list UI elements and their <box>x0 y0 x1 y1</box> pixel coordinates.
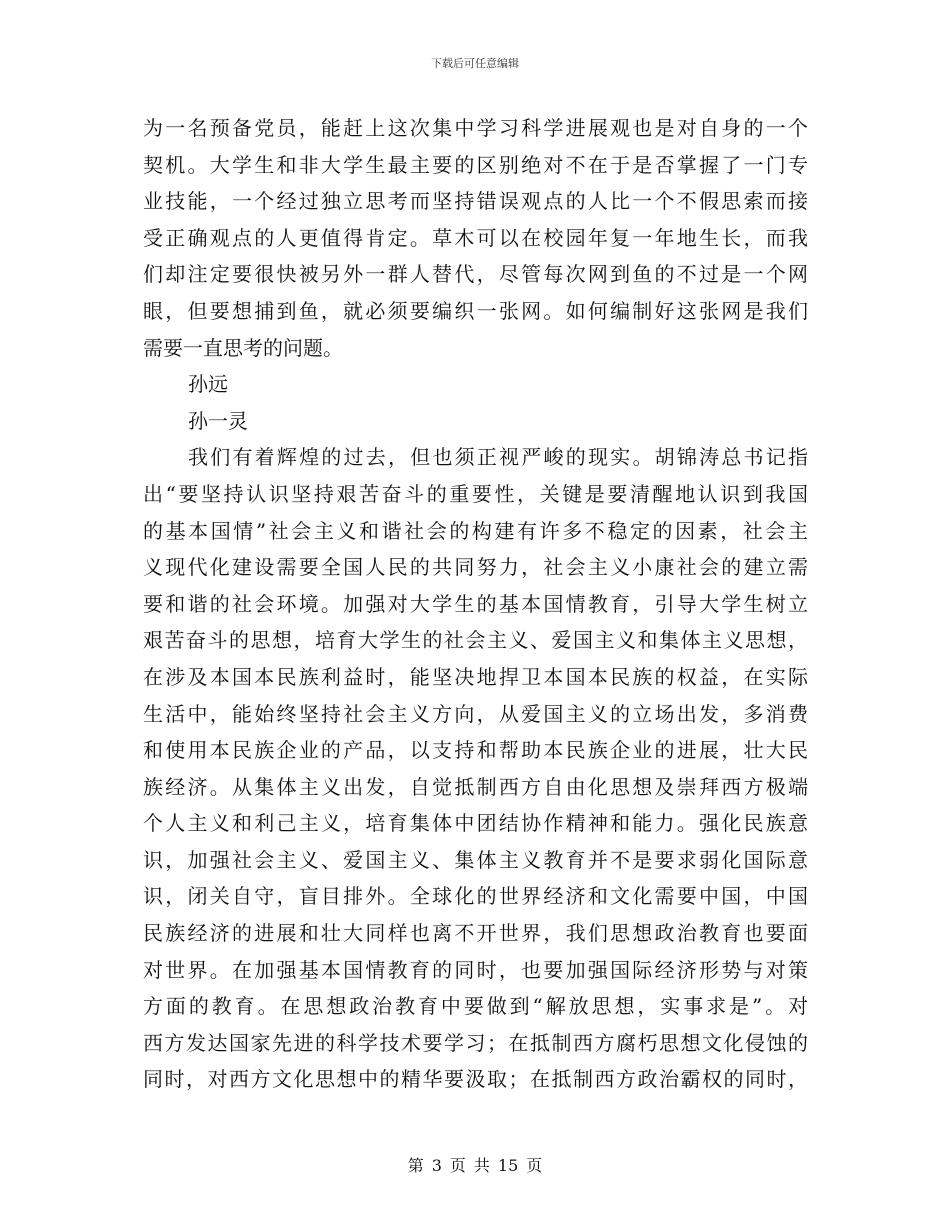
footer-total-label: 共 <box>473 1156 490 1175</box>
body-line: 识，加强社会主义、爱国主义、集体主义教育并不是要求弱化国际意 <box>143 847 808 872</box>
body-line: 识，闭关自守，盲目排外。全球化的世界经济和文化需要中国，中国 <box>143 884 808 909</box>
body-line: 同时，对西方文化思想中的精华要汲取；在抵制西方政治霸权的同时， <box>143 1067 808 1092</box>
footer-page-label: 页 <box>449 1156 466 1175</box>
body-line: 们却注定要很快被另外一群人替代，尽管每次网到鱼的不过是一个网 <box>143 262 808 287</box>
body-line: 方面的教育。在思想政治教育中要做到“解放思想，实事求是”。对 <box>143 994 808 1019</box>
body-line: 和使用本民族企业的产品，以支持和帮助本民族企业的进展，壮大民 <box>143 738 808 763</box>
body-line: 对世界。在加强基本国情教育的同时，也要加强国际经济形势与对策 <box>143 957 808 982</box>
body-line: 出“要坚持认识坚持艰苦奋斗的重要性，关键是要清醒地认识到我国 <box>143 481 808 506</box>
footer-suffix: 页 <box>526 1156 543 1175</box>
page-number: 3 <box>431 1156 442 1175</box>
author-name: 孙一灵 <box>188 408 248 433</box>
body-line: 在涉及本国本民族利益时，能坚决地捍卫本国本民族的权益，在实际 <box>143 664 808 689</box>
body-line: 民族经济的进展和壮大同样也离不开世界，我们思想政治教育也要面 <box>143 921 808 946</box>
body-line: 契机。大学生和非大学生最主要的区别绝对不在于是否掌握了一门专 <box>143 152 808 177</box>
body-line: 眼，但要想捕到鱼，就必须要编织一张网。如何编制好这张网是我们 <box>143 298 808 323</box>
document-body <box>143 110 808 1098</box>
page-header: 下载后可任意编辑 <box>431 57 519 70</box>
author-name: 孙远 <box>188 372 228 397</box>
body-line: 个人主义和利己主义，培育集体中团结协作精神和能力。强化民族意 <box>143 811 808 836</box>
body-line: 族经济。从集体主义出发，自觉抵制西方自由化思想及崇拜西方极端 <box>143 774 808 799</box>
body-line: 需要一直思考的问题。 <box>143 335 343 360</box>
body-line: 的基本国情”社会主义和谐社会的构建有许多不稳定的因素，社会主 <box>143 518 808 543</box>
body-line: 我们有着辉煌的过去，但也须正视严峻的现实。胡锦涛总书记指 <box>188 445 808 470</box>
body-line: 要和谐的社会环境。加强对大学生的基本国情教育，引导大学生树立 <box>143 591 808 616</box>
footer-prefix: 第 <box>407 1156 424 1175</box>
page-footer <box>0 1153 950 1176</box>
body-line: 受正确观点的人更值得肯定。草木可以在校园年复一年地生长，而我 <box>143 225 808 250</box>
total-pages: 15 <box>497 1156 519 1175</box>
body-line: 义现代化建设需要全国人民的共同努力，社会主义小康社会的建立需 <box>143 555 808 580</box>
body-line: 生活中，能始终坚持社会主义方向，从爱国主义的立场出发，多消费 <box>143 701 808 726</box>
body-line: 西方发达国家先进的科学技术要学习；在抵制西方腐朽思想文化侵蚀的 <box>143 1030 808 1055</box>
body-line: 业技能，一个经过独立思考而坚持错误观点的人比一个不假思索而接 <box>143 189 808 214</box>
body-line: 艰苦奋斗的思想，培育大学生的社会主义、爱国主义和集体主义思想， <box>143 628 808 653</box>
body-line: 为一名预备党员，能赶上这次集中学习科学进展观也是对自身的一个 <box>143 116 808 140</box>
